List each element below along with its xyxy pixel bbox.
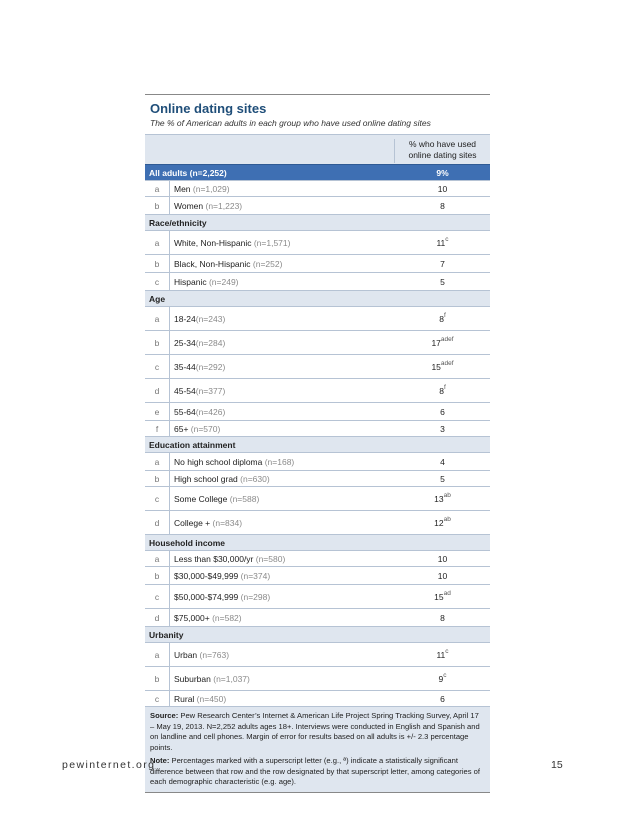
row-letter: a [145, 453, 170, 470]
significance-superscript: c [443, 672, 447, 679]
row-label-text: $75,000+ [174, 612, 210, 623]
table-row [145, 566, 490, 584]
row-value-number: 11 [436, 649, 446, 660]
table-title: Online dating sites [150, 101, 267, 116]
row-label-text: Urban [174, 649, 198, 660]
table-row [145, 378, 490, 402]
row-value [395, 379, 490, 402]
row-letter: b [145, 255, 170, 272]
table-row [145, 510, 490, 534]
row-label [170, 197, 395, 214]
row-value-number: 8 [440, 612, 445, 623]
row-label-text: White, Non-Hispanic [174, 237, 252, 248]
row-sample-size: (n=1,029) [190, 183, 230, 194]
footer-url: pewinternet.org [62, 759, 156, 771]
row-label [170, 181, 395, 196]
significance-superscript: adef [440, 360, 454, 367]
row-sample-size: (n=252) [250, 258, 283, 269]
row-label [170, 231, 395, 254]
row-label-text: No high school diploma [174, 456, 263, 467]
row-letter: f [145, 421, 170, 436]
row-value [395, 255, 490, 272]
table-row [145, 666, 490, 690]
row-label-text: $30,000-$49,999 [174, 570, 239, 581]
row-letter: c [145, 585, 170, 608]
all-adults-row [145, 164, 490, 180]
row-label-text: $50,000-$74,999 [174, 591, 239, 602]
row-label-text: 35-44 [174, 361, 196, 372]
row-sample-size: (n=570) [188, 423, 221, 434]
row-sample-size: (n=426) [195, 406, 226, 417]
row-value [395, 273, 490, 290]
row-value [395, 181, 490, 196]
row-sample-size: (n=374) [238, 570, 271, 581]
row-label-text: Women [174, 200, 204, 211]
table-row [145, 254, 490, 272]
row-sample-size: (n=1,571) [251, 237, 291, 248]
row-sample-size: (n=630) [237, 473, 270, 484]
row-label-text: Men [174, 183, 191, 194]
table-row [145, 550, 490, 566]
column-header: % who have used online dating sites [394, 139, 490, 163]
row-value [395, 197, 490, 214]
table-row [145, 584, 490, 608]
row-label [170, 403, 395, 420]
row-letter: a [145, 181, 170, 196]
table-subtitle: The % of American adults in each group who have used online dating sites [150, 118, 431, 128]
row-sample-size: (n=763) [197, 649, 230, 660]
row-letter: b [145, 471, 170, 486]
all-adults-label: All adults (n=2,252) [149, 167, 227, 178]
row-label [170, 609, 395, 626]
source-note: Source: Pew Research Center’s Internet & American Life Project Spring Tracking Survey, April 17 – May 19, 2013. N=2,252 adults ages 18+. Interviews were conducted in English and Spanish and on landline and cell phones. Margin of error for results based on all adults is +/- 2.3 percentage points. [150, 711, 480, 752]
row-label-text: 25-34 [174, 337, 196, 348]
row-sample-size: (n=580) [253, 553, 286, 564]
row-label [170, 421, 395, 436]
table-body [145, 180, 490, 706]
row-label-text: College + [174, 517, 211, 528]
table-row [145, 486, 490, 510]
table-row [145, 642, 490, 666]
row-label [170, 511, 395, 534]
row-letter: d [145, 379, 170, 402]
table-row [145, 230, 490, 254]
table-row [145, 330, 490, 354]
row-value [395, 585, 490, 608]
row-label [170, 453, 395, 470]
row-value-number: 10 [437, 183, 448, 194]
row-label-text: Suburban [174, 673, 211, 684]
row-value [395, 643, 490, 666]
row-sample-size: (n=298) [238, 591, 271, 602]
row-label-text: Some College [174, 493, 228, 504]
row-letter: d [145, 609, 170, 626]
section-header: Urbanity [145, 626, 490, 642]
row-label [170, 551, 395, 566]
row-value-number: 9 [438, 673, 444, 684]
significance-superscript: ad [443, 590, 451, 597]
row-label [170, 331, 395, 354]
table-row [145, 608, 490, 626]
significance-superscript: adef [440, 336, 454, 343]
row-sample-size: (n=377) [195, 385, 226, 396]
row-label-text: 55-64 [174, 406, 196, 417]
row-sample-size: (n=834) [210, 517, 243, 528]
table-row [145, 180, 490, 196]
row-label-text: Rural [174, 693, 195, 704]
row-letter: a [145, 307, 170, 330]
row-value-number: 6 [440, 406, 445, 417]
row-sample-size: (n=582) [209, 612, 242, 623]
row-label-text: 18-24 [174, 313, 196, 324]
row-value-number: 13 [434, 493, 444, 504]
row-sample-size: (n=249) [206, 276, 239, 287]
row-sample-size: (n=450) [194, 693, 227, 704]
page-number: 15 [551, 759, 563, 771]
row-letter: b [145, 331, 170, 354]
significance-note: Note: Percentages marked with a superscript letter (e.g., ª) indicate a statistically significant difference between that row and the row designated by that superscript letter, among categories of each demographic characteristic (e.g. age). [150, 756, 480, 786]
row-value-number: 17 [431, 337, 441, 348]
row-value [395, 421, 490, 436]
row-label [170, 567, 395, 584]
row-sample-size: (n=284) [195, 337, 226, 348]
column-header-band [145, 134, 490, 164]
row-letter: b [145, 197, 170, 214]
row-sample-size: (n=292) [195, 361, 226, 372]
row-letter: a [145, 551, 170, 566]
section-header: Household income [145, 534, 490, 550]
row-sample-size: (n=168) [262, 456, 295, 467]
table-row [145, 354, 490, 378]
row-value-number: 12 [434, 517, 444, 528]
row-value [395, 231, 490, 254]
all-adults-value: 9% [436, 167, 449, 178]
section-header: Age [145, 290, 490, 306]
row-value-number: 15 [431, 361, 441, 372]
row-value-number: 15 [434, 591, 444, 602]
row-sample-size: (n=1,223) [203, 200, 243, 211]
row-letter: e [145, 403, 170, 420]
row-label [170, 643, 395, 666]
row-value [395, 667, 490, 690]
row-value-number: 11 [436, 237, 446, 248]
row-label [170, 307, 395, 330]
table-notes [145, 706, 490, 793]
significance-superscript: c [445, 648, 449, 655]
table-row [145, 306, 490, 330]
row-letter: c [145, 691, 170, 706]
row-letter: a [145, 231, 170, 254]
row-sample-size: (n=588) [227, 493, 260, 504]
row-value [395, 511, 490, 534]
row-letter: c [145, 487, 170, 510]
row-value [395, 487, 490, 510]
row-label-text: Black, Non-Hispanic [174, 258, 251, 269]
row-value [395, 307, 490, 330]
table-row [145, 420, 490, 436]
row-sample-size: (n=1,037) [210, 673, 250, 684]
significance-superscript: f [443, 384, 446, 391]
row-value [395, 609, 490, 626]
table-row [145, 196, 490, 214]
row-value-number: 8 [439, 313, 444, 324]
row-label [170, 691, 395, 706]
significance-superscript: ab [443, 516, 451, 523]
row-label-text: Hispanic [174, 276, 207, 287]
row-value-number: 5 [440, 473, 445, 484]
row-label [170, 471, 395, 486]
row-label-text: Less than $30,000/yr [174, 553, 254, 564]
significance-superscript: ab [443, 492, 451, 499]
row-value-number: 6 [440, 693, 445, 704]
table-row [145, 690, 490, 706]
row-value-number: 8 [440, 200, 445, 211]
row-letter: c [145, 273, 170, 290]
section-header: Race/ethnicity [145, 214, 490, 230]
table-row [145, 272, 490, 290]
row-value-number: 4 [440, 456, 445, 467]
row-label [170, 379, 395, 402]
row-value-number: 10 [437, 570, 448, 581]
dating-table-card [145, 94, 490, 793]
row-label-text: 45-54 [174, 385, 196, 396]
row-value-number: 7 [440, 258, 445, 269]
row-value-number: 3 [440, 423, 445, 434]
significance-superscript: f [443, 312, 446, 319]
row-value [395, 355, 490, 378]
significance-superscript: c [445, 236, 449, 243]
row-value-number: 8 [439, 385, 444, 396]
row-label-text: 65+ [174, 423, 189, 434]
row-value-number: 5 [440, 276, 445, 287]
row-value [395, 567, 490, 584]
row-label [170, 273, 395, 290]
row-label [170, 255, 395, 272]
row-letter: a [145, 643, 170, 666]
section-header: Education attainment [145, 436, 490, 452]
table-row [145, 452, 490, 470]
row-value [395, 471, 490, 486]
row-letter: b [145, 667, 170, 690]
row-value [395, 551, 490, 566]
row-letter: b [145, 567, 170, 584]
row-value [395, 403, 490, 420]
row-letter: d [145, 511, 170, 534]
row-value [395, 331, 490, 354]
row-label [170, 585, 395, 608]
row-value-number: 10 [437, 553, 448, 564]
row-label [170, 487, 395, 510]
row-label [170, 667, 395, 690]
table-row [145, 402, 490, 420]
row-letter: c [145, 355, 170, 378]
row-value [395, 691, 490, 706]
row-value [395, 453, 490, 470]
row-sample-size: (n=243) [195, 313, 226, 324]
row-label [170, 355, 395, 378]
table-row [145, 470, 490, 486]
row-label-text: High school grad [174, 473, 238, 484]
